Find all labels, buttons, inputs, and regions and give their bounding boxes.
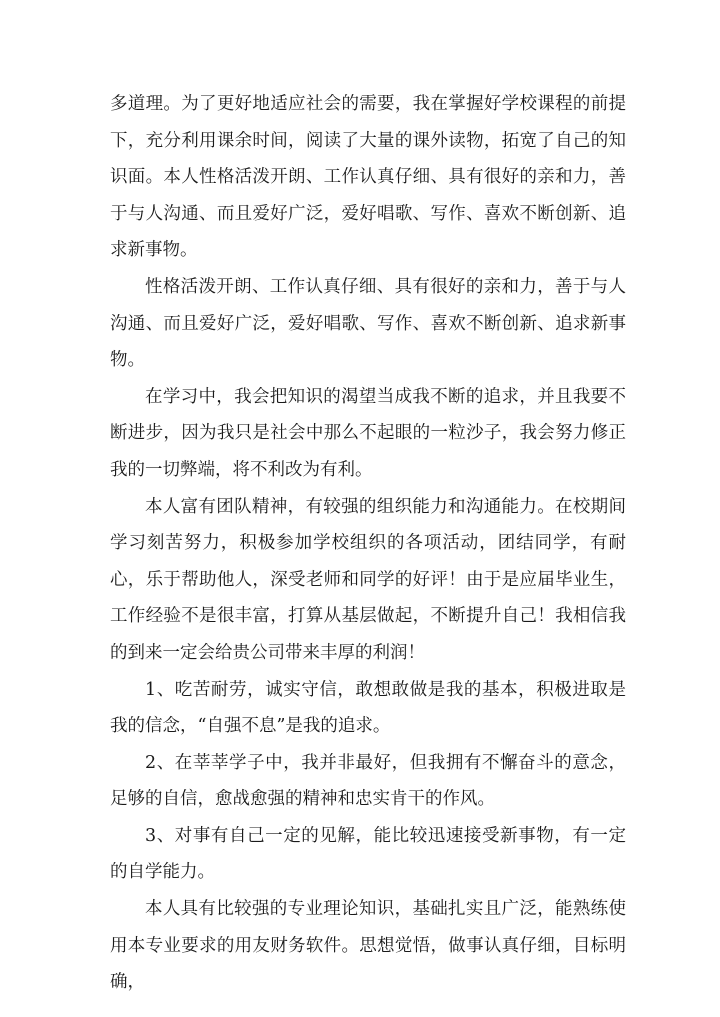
- list-item-1: 1、吃苦耐劳，诚实守信，敢想敢做是我的基本，积极进取是我的信念，“自强不息”是我的追求。: [110, 679, 626, 737]
- list-item-3: 3、对事有自己一定的见解，能比较迅速接受新事物，有一定的自学能力。: [110, 825, 626, 883]
- paragraph-1: 多道理。为了更好地适应社会的需要，我在掌握好学校课程的前提下，充分利用课余时间，阅读了大量的课外读物，拓宽了自己的知识面。本人性格活泼开朗、工作认真仔细、具有很好的亲和力，善于与人沟通、而且爱好广泛，爱好唱歌、写作、喜欢不断创新、追求新事物。: [110, 94, 626, 261]
- paragraph-5: 本人具有比较强的专业理论知识，基础扎实且广泛，能熟练使用本专业要求的用友财务软件。思想觉悟，做事认真仔细，目标明确，: [110, 899, 626, 993]
- document-body: [110, 86, 626, 1001]
- paragraph-3: 在学习中，我会把知识的渴望当成我不断的追求，并且我要不断进步，因为我只是社会中那么不起眼的一粒沙子，我会努力修正我的一切弊端，将不利改为有利。: [110, 386, 626, 480]
- list-item-2: 2、在莘莘学子中，我并非最好，但我拥有不懈奋斗的意念，足够的自信，愈战愈强的精神和忠实肯干的作风。: [110, 752, 626, 810]
- paragraph-2: 性格活泼开朗、工作认真仔细、具有很好的亲和力，善于与人沟通、而且爱好广泛，爱好唱歌、写作、喜欢不断创新、追求新事物。: [110, 276, 626, 371]
- paragraph-4: 本人富有团队精神，有较强的组织能力和沟通能力。在校期间学习刻苦努力，积极参加学校组织的各项活动，团结同学，有耐心，乐于帮助他人，深受老师和同学的好评！由于是应届毕业生，工作经验不是很丰富，打算从基层做起，不断提升自己！我相信我的到来一定会给贵公司带来丰厚的利润！: [110, 496, 626, 663]
